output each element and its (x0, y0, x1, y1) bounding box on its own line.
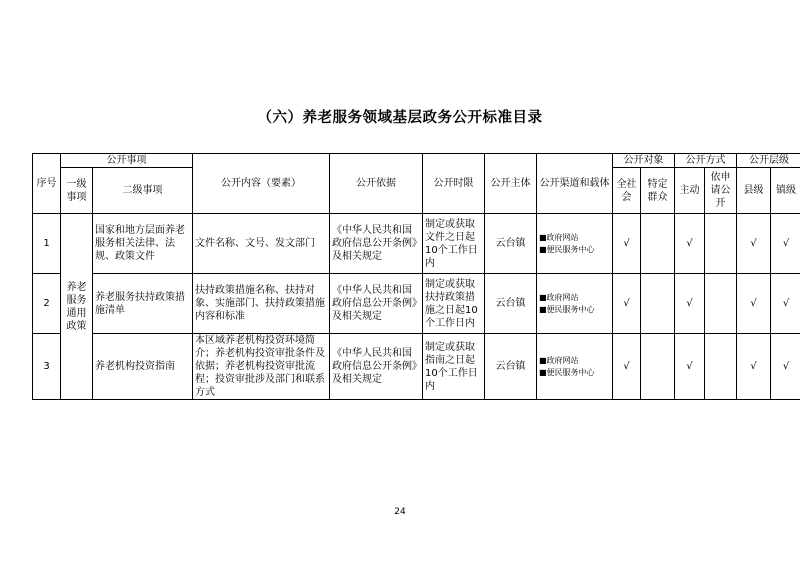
header-level-town: 镇级 (771, 168, 800, 214)
row-channels (537, 334, 613, 400)
header-level-county: 县级 (737, 168, 771, 214)
row-target-all: √ (613, 274, 641, 334)
header-items-group: 公开事项 (61, 154, 193, 168)
header-basis: 公开依据 (330, 154, 423, 214)
header-method-apply: 依申请公开 (705, 168, 737, 214)
row-level-town: √ (771, 334, 800, 400)
row-time-limit: 制定或获取文件之日起10个工作日内 (423, 214, 485, 274)
header-subject: 公开主体 (485, 154, 537, 214)
row-content: 扶持政策措施名称、扶持对象、实施部门、扶持政策措施内容和标准 (193, 274, 330, 334)
channel-service-center: ■便民服务中心 (539, 244, 595, 254)
row-level-county: √ (737, 214, 771, 274)
row-basis: 《中华人民共和国政府信息公开条例》及相关规定 (330, 334, 423, 400)
row-subject: 云台镇 (485, 334, 537, 400)
row-seq: 2 (33, 274, 61, 334)
level1-item: 养老服务通用政策 (61, 214, 93, 400)
row-time-limit: 制定或获取扶持政策措施之日起10个工作日内 (423, 274, 485, 334)
header-level-group: 公开层级 (737, 154, 800, 168)
row-content: 文件名称、文号、发文部门 (193, 214, 330, 274)
header-seq: 序号 (33, 154, 61, 214)
channel-website: ■政府网站 (539, 355, 579, 365)
header-target-specific: 特定群众 (641, 168, 675, 214)
row-basis: 《中华人民共和国政府信息公开条例》及相关规定 (330, 274, 423, 334)
row-level2: 养老服务扶持政策措施清单 (93, 274, 193, 334)
channel-website: ■政府网站 (539, 292, 579, 302)
row-target-all: √ (613, 334, 641, 400)
row-method-apply (705, 334, 737, 400)
header-level2: 二级事项 (93, 168, 193, 214)
row-method-active: √ (675, 274, 705, 334)
row-level2: 养老机构投资指南 (93, 334, 193, 400)
row-seq: 1 (33, 214, 61, 274)
row-target-all: √ (613, 214, 641, 274)
row-subject: 云台镇 (485, 214, 537, 274)
row-target-specific (641, 214, 675, 274)
header-target-all: 全社会 (613, 168, 641, 214)
page-number: 24 (394, 507, 406, 517)
row-method-active: √ (675, 334, 705, 400)
row-time-limit: 制定或获取指南之日起10个工作日内 (423, 334, 485, 400)
table-row (33, 334, 800, 400)
row-method-apply (705, 274, 737, 334)
channel-website: ■政府网站 (539, 232, 579, 242)
header-channels: 公开渠道和载体 (537, 154, 613, 214)
channel-service-center: ■便民服务中心 (539, 304, 595, 314)
row-method-apply (705, 214, 737, 274)
header-time-limit: 公开时限 (423, 154, 485, 214)
header-method-group: 公开方式 (675, 154, 737, 168)
row-method-active: √ (675, 214, 705, 274)
row-level-town: √ (771, 214, 800, 274)
row-level-county: √ (737, 274, 771, 334)
standard-catalog-table (32, 153, 800, 400)
row-target-specific (641, 334, 675, 400)
row-basis: 《中华人民共和国政府信息公开条例》及相关规定 (330, 214, 423, 274)
table-row (33, 274, 800, 334)
channel-service-center: ■便民服务中心 (539, 367, 595, 377)
row-level-town: √ (771, 274, 800, 334)
header-level1: 一级事项 (61, 168, 93, 214)
row-target-specific (641, 274, 675, 334)
table-row (33, 214, 800, 274)
page-title: （六）养老服务领域基层政务公开标准目录 (257, 110, 543, 126)
header-target-group: 公开对象 (613, 154, 675, 168)
row-seq: 3 (33, 334, 61, 400)
row-channels (537, 274, 613, 334)
row-content: 本区域养老机构投资环境简介；养老机构投资审批条件及依据；养老机构投资审批流程；投资审批涉及部门和联系方式 (193, 334, 330, 400)
row-level2: 国家和地方层面养老服务相关法律、法规、政策文件 (93, 214, 193, 274)
header-content: 公开内容（要素） (193, 154, 330, 214)
row-subject: 云台镇 (485, 274, 537, 334)
header-method-active: 主动 (675, 168, 705, 214)
row-level-county: √ (737, 334, 771, 400)
row-channels (537, 214, 613, 274)
